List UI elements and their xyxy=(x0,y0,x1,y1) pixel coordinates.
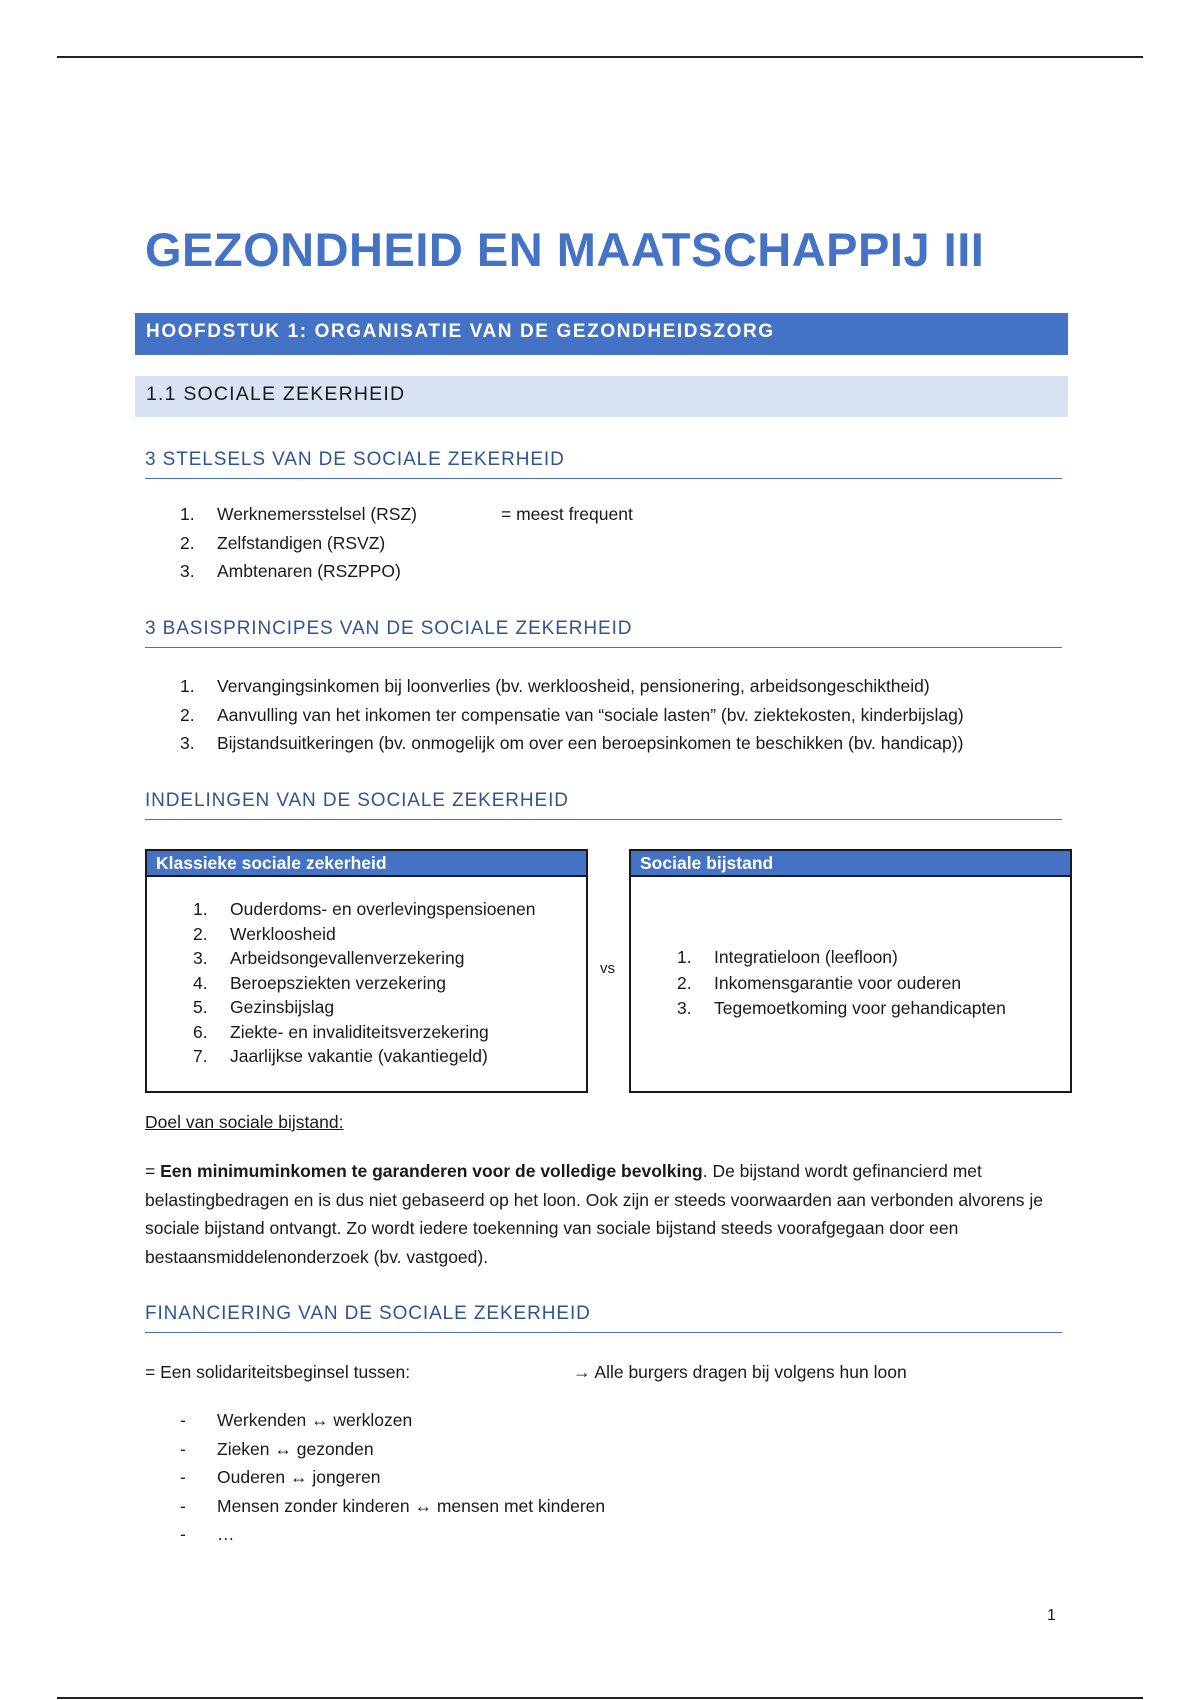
header-rule xyxy=(57,56,1143,58)
list-item: 3. Arbeidsongevallenverzekering xyxy=(193,948,465,968)
basisprincipes-list xyxy=(180,672,964,758)
doel-bold-text: Een minimuminkomen te garanderen voor de volledige bevolking xyxy=(160,1161,703,1181)
list-item: 3. Ambtenaren (RSZPPO) xyxy=(180,561,401,581)
financiering-arrow-note: → Alle burgers dragen bij volgens hun loon xyxy=(573,1362,907,1382)
assistance-list xyxy=(677,945,1006,1022)
list-item: - Zieken ↔ gezonden xyxy=(180,1438,374,1459)
list-item: 1. Werknemersstelsel (RSZ) xyxy=(180,504,417,524)
social-assistance-box xyxy=(629,849,1072,1093)
subheading-indelingen: INDELINGEN VAN DE SOCIALE ZEKERHEID xyxy=(145,790,1062,820)
list-item: 2. Zelfstandigen (RSVZ) xyxy=(180,532,386,553)
classic-social-security-box xyxy=(145,849,588,1093)
list-item: 4. Beroepsziekten verzekering xyxy=(193,972,446,993)
box-title: Sociale bijstand xyxy=(631,851,1070,877)
subheading-stelsels: 3 STELSELS VAN DE SOCIALE ZEKERHEID xyxy=(145,449,1062,479)
list-item: - Werkenden ↔ werklozen xyxy=(180,1410,413,1430)
page-number: 1 xyxy=(1047,1607,1056,1624)
document-title: GEZONDHEID EN MAATSCHAPPIJ III xyxy=(145,223,985,276)
list-item: 2. Inkomensgarantie voor ouderen xyxy=(677,972,962,993)
stelsels-list xyxy=(180,500,417,586)
list-item: 1. Integratieloon (leefloon) xyxy=(677,947,898,967)
list-item: 3. Bijstandsuitkeringen (bv. onmogelijk om over een beroepsinkomen te beschikken (bv. handicap)) xyxy=(180,733,964,753)
list-item: 7. Jaarlijkse vakantie (vakantiegeld) xyxy=(193,1046,488,1066)
box-title: Klassieke sociale zekerheid xyxy=(147,851,586,877)
subheading-basisprincipes: 3 BASISPRINCIPES VAN DE SOCIALE ZEKERHEID xyxy=(145,618,1062,648)
doel-label: Doel van sociale bijstand: xyxy=(145,1112,344,1132)
section-heading: 1.1 SOCIALE ZEKERHEID xyxy=(135,376,1068,417)
list-item: 1. Vervangingsinkomen bij loonverlies (bv. werkloosheid, pensionering, arbeidsongeschiktheid) xyxy=(180,676,930,696)
list-item: - Mensen zonder kinderen ↔ mensen met kinderen xyxy=(180,1495,606,1516)
list-item: - Ouderen ↔ jongeren xyxy=(180,1467,381,1487)
classic-list xyxy=(193,897,535,1069)
chapter-heading: HOOFDSTUK 1: ORGANISATIE VAN DE GEZONDHEIDSZORG xyxy=(135,313,1068,355)
financiering-intro: = Een solidariteitsbeginsel tussen: xyxy=(145,1362,411,1382)
footer-rule xyxy=(57,1697,1143,1699)
solidarity-list xyxy=(180,1406,605,1549)
list-item: 5. Gezinsbijslag xyxy=(193,997,335,1017)
list-item: - … xyxy=(180,1524,235,1544)
stelsels-note: = meest frequent xyxy=(501,504,633,524)
doel-paragraph: = Een minimuminkomen te garanderen voor de volledige bevolking. De bijstand wordt gefinancierd met belastingbedragen en is dus niet gebaseerd op het loon. Ook zijn er steeds voorwaarden aan verbonden alvorens je sociale bijstand ontvangt. Zo wordt iedere toekenning van sociale bijstand steeds voorafgegaan door een bestaansmiddelenonderzoek (bv. vastgoed). xyxy=(145,1161,1043,1267)
list-item: 1. Ouderdoms- en overlevingspensioenen xyxy=(193,899,536,919)
subheading-financiering: FINANCIERING VAN DE SOCIALE ZEKERHEID xyxy=(145,1303,1062,1333)
list-item: 3. Tegemoetkoming voor gehandicapten xyxy=(677,998,1006,1018)
list-item: 2. Werkloosheid xyxy=(193,923,336,944)
versus-label: vs xyxy=(600,960,615,977)
list-item: 6. Ziekte- en invaliditeitsverzekering xyxy=(193,1021,489,1042)
list-item: 2. Aanvulling van het inkomen ter compensatie van “sociale lasten” (bv. ziektekosten, kinderbijslag) xyxy=(180,704,964,725)
